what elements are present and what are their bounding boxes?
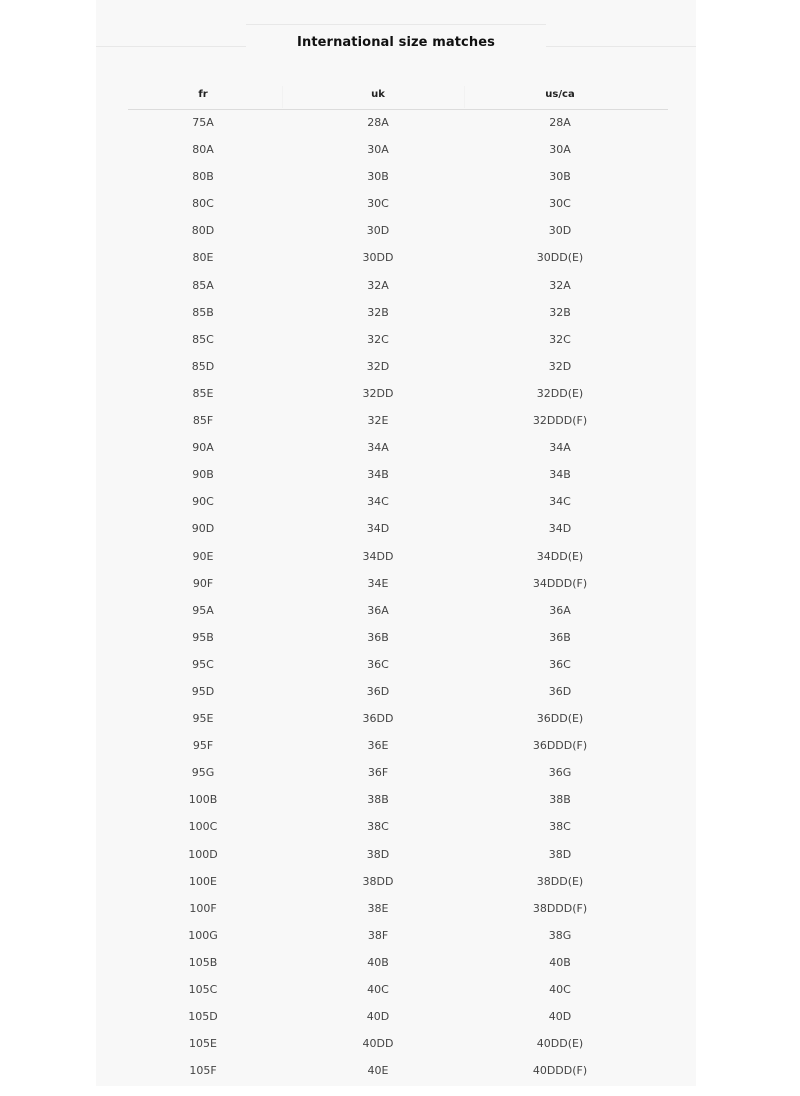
- size-table-body: [128, 110, 668, 1085]
- cell-us-ca: 40DD(E): [536, 1037, 584, 1051]
- cell-us-ca: 36G: [548, 766, 572, 780]
- cell-us-ca: 32C: [549, 332, 571, 346]
- cell-us-ca: 30A: [549, 143, 571, 157]
- table-row: [128, 462, 668, 489]
- cell-uk: 32D: [366, 359, 390, 373]
- table-row: [128, 137, 668, 164]
- table-row: [128, 408, 668, 435]
- cell-fr: 85C: [192, 332, 214, 346]
- cell-fr: 105D: [188, 1010, 218, 1024]
- cell-uk: 34B: [367, 468, 389, 482]
- cell-fr: 85E: [192, 386, 214, 400]
- cell-us-ca: 36B: [549, 630, 571, 644]
- cell-fr: 90F: [192, 576, 214, 590]
- cell-us-ca: 30D: [548, 224, 572, 238]
- cell-uk: 34DD: [362, 549, 394, 563]
- cell-uk: 32B: [367, 305, 389, 319]
- table-row: [128, 679, 668, 706]
- cell-uk: 32E: [367, 414, 389, 428]
- table-row: [128, 652, 668, 679]
- cell-us-ca: 38D: [548, 847, 572, 861]
- table-row: [128, 354, 668, 381]
- column-divider: [282, 86, 283, 108]
- cell-fr: 80E: [192, 251, 214, 265]
- table-row: [128, 598, 668, 625]
- cell-us-ca: 36C: [549, 657, 571, 671]
- cell-fr: 80B: [192, 170, 214, 184]
- cell-fr: 80D: [191, 224, 215, 238]
- table-row: [128, 787, 668, 814]
- cell-uk: 36B: [367, 630, 389, 644]
- cell-fr: 95G: [191, 766, 215, 780]
- cell-uk: 38F: [367, 928, 389, 942]
- cell-uk: 34E: [367, 576, 389, 590]
- cell-us-ca: 36D: [548, 684, 572, 698]
- cell-us-ca: 36DD(E): [536, 712, 584, 726]
- cell-us-ca: 40D: [548, 1010, 572, 1024]
- cell-uk: 36E: [367, 739, 389, 753]
- cell-uk: 28A: [367, 116, 389, 129]
- cell-uk: 34C: [367, 495, 389, 509]
- cell-uk: 30DD: [362, 251, 394, 265]
- table-row: [128, 1004, 668, 1031]
- cell-fr: 90B: [192, 468, 214, 482]
- table-row: [128, 1031, 668, 1058]
- cell-us-ca: 38C: [549, 820, 571, 834]
- table-row: [128, 625, 668, 652]
- cell-us-ca: 36A: [549, 603, 571, 617]
- cell-us-ca: 32B: [549, 305, 571, 319]
- cell-uk: 30B: [367, 170, 389, 184]
- cell-uk: 36C: [367, 657, 389, 671]
- cell-us-ca: 30C: [549, 197, 571, 211]
- title-rule-right: [546, 46, 696, 47]
- cell-us-ca: 38B: [549, 793, 571, 807]
- cell-fr: 100F: [189, 901, 217, 915]
- table-row: [128, 842, 668, 869]
- cell-uk: 32DD: [362, 386, 394, 400]
- cell-fr: 80A: [192, 143, 214, 157]
- cell-us-ca: 34D: [548, 522, 572, 536]
- cell-fr: 100B: [188, 793, 218, 807]
- cell-fr: 100D: [188, 847, 218, 861]
- cell-uk: 34D: [366, 522, 390, 536]
- table-row: [128, 977, 668, 1004]
- cell-uk: 30C: [367, 197, 389, 211]
- cell-fr: 105F: [189, 1064, 217, 1078]
- table-row: [128, 110, 668, 137]
- cell-uk: 38C: [367, 820, 389, 834]
- cell-uk: 34A: [367, 441, 389, 455]
- cell-us-ca: 34DDD(F): [532, 576, 588, 590]
- cell-uk: 32A: [367, 278, 389, 292]
- table-row: [128, 381, 668, 408]
- table-row: [128, 191, 668, 218]
- cell-us-ca: 38G: [548, 928, 572, 942]
- column-divider: [464, 86, 465, 108]
- cell-us-ca: 40DDD(F): [532, 1064, 588, 1078]
- cell-us-ca: 40C: [549, 983, 571, 996]
- cell-uk: 30A: [367, 143, 389, 157]
- cell-fr: 105B: [188, 955, 218, 969]
- table-row: [128, 923, 668, 950]
- table-row: [128, 435, 668, 462]
- cell-us-ca: 34DD(E): [536, 549, 584, 563]
- column-header-us-ca: us/ca: [545, 89, 575, 100]
- cell-fr: 85B: [192, 305, 214, 319]
- title-box: [246, 24, 546, 63]
- cell-uk: 40E: [367, 1064, 389, 1078]
- cell-fr: 90D: [191, 522, 215, 536]
- cell-fr: 90C: [192, 495, 214, 509]
- cell-uk: 40C: [367, 983, 389, 996]
- table-row: [128, 733, 668, 760]
- cell-uk: 38DD: [362, 874, 394, 888]
- cell-fr: 100G: [188, 928, 218, 942]
- cell-fr: 105C: [188, 983, 218, 996]
- cell-fr: 85D: [191, 359, 215, 373]
- table-row: [128, 869, 668, 896]
- cell-fr: 85F: [192, 414, 214, 428]
- page-title: International size matches: [297, 35, 495, 50]
- table-row: [128, 245, 668, 272]
- table-row: [128, 814, 668, 841]
- cell-fr: 80C: [192, 197, 214, 211]
- cell-uk: 36D: [366, 684, 390, 698]
- cell-uk: 40DD: [362, 1037, 394, 1051]
- cell-us-ca: 34A: [549, 441, 571, 455]
- cell-uk: 36DD: [362, 712, 394, 726]
- table-row: [128, 489, 668, 516]
- cell-fr: 95C: [192, 657, 214, 671]
- column-header-uk: uk: [371, 89, 385, 100]
- cell-uk: 38E: [367, 901, 389, 915]
- cell-fr: 75A: [192, 116, 214, 129]
- cell-fr: 95F: [192, 739, 214, 753]
- cell-us-ca: 30DD(E): [536, 251, 584, 265]
- cell-fr: 105E: [189, 1037, 217, 1051]
- table-row: [128, 218, 668, 245]
- cell-uk: 40B: [367, 955, 389, 969]
- cell-us-ca: 28A: [549, 116, 571, 129]
- cell-us-ca: 40B: [549, 955, 571, 969]
- cell-us-ca: 38DD(E): [536, 874, 584, 888]
- table-header: [128, 86, 668, 110]
- table-row: [128, 327, 668, 354]
- cell-uk: 32C: [367, 332, 389, 346]
- cell-us-ca: 32DDD(F): [532, 414, 588, 428]
- cell-uk: 36A: [367, 603, 389, 617]
- cell-us-ca: 34B: [549, 468, 571, 482]
- cell-uk: 40D: [366, 1010, 390, 1024]
- cell-fr: 95A: [192, 603, 214, 617]
- cell-us-ca: 36DDD(F): [532, 739, 588, 753]
- table-row: [128, 706, 668, 733]
- table-row: [128, 1058, 668, 1085]
- table-row: [128, 760, 668, 787]
- cell-fr: 90A: [192, 441, 214, 455]
- cell-fr: 90E: [192, 549, 214, 563]
- cell-fr: 95D: [191, 684, 215, 698]
- cell-uk: 36F: [367, 766, 389, 780]
- cell-us-ca: 34C: [549, 495, 571, 509]
- table-row: [128, 544, 668, 571]
- cell-us-ca: 32A: [549, 278, 571, 292]
- cell-us-ca: 30B: [549, 170, 571, 184]
- cell-fr: 85A: [192, 278, 214, 292]
- table-row: [128, 300, 668, 327]
- cell-uk: 38D: [366, 847, 390, 861]
- cell-fr: 100E: [189, 874, 217, 888]
- table-row: [128, 273, 668, 300]
- cell-us-ca: 32D: [548, 359, 572, 373]
- title-rule-left: [96, 46, 246, 47]
- table-row: [128, 896, 668, 923]
- table-row: [128, 516, 668, 543]
- table-row: [128, 164, 668, 191]
- table-row: [128, 950, 668, 977]
- cell-uk: 30D: [366, 224, 390, 238]
- column-header-fr: fr: [198, 89, 208, 100]
- cell-us-ca: 32DD(E): [536, 386, 584, 400]
- cell-fr: 95B: [192, 630, 214, 644]
- cell-us-ca: 38DDD(F): [532, 901, 588, 915]
- cell-fr: 95E: [192, 712, 214, 726]
- cell-fr: 100C: [188, 820, 218, 834]
- cell-uk: 38B: [367, 793, 389, 807]
- table-row: [128, 571, 668, 598]
